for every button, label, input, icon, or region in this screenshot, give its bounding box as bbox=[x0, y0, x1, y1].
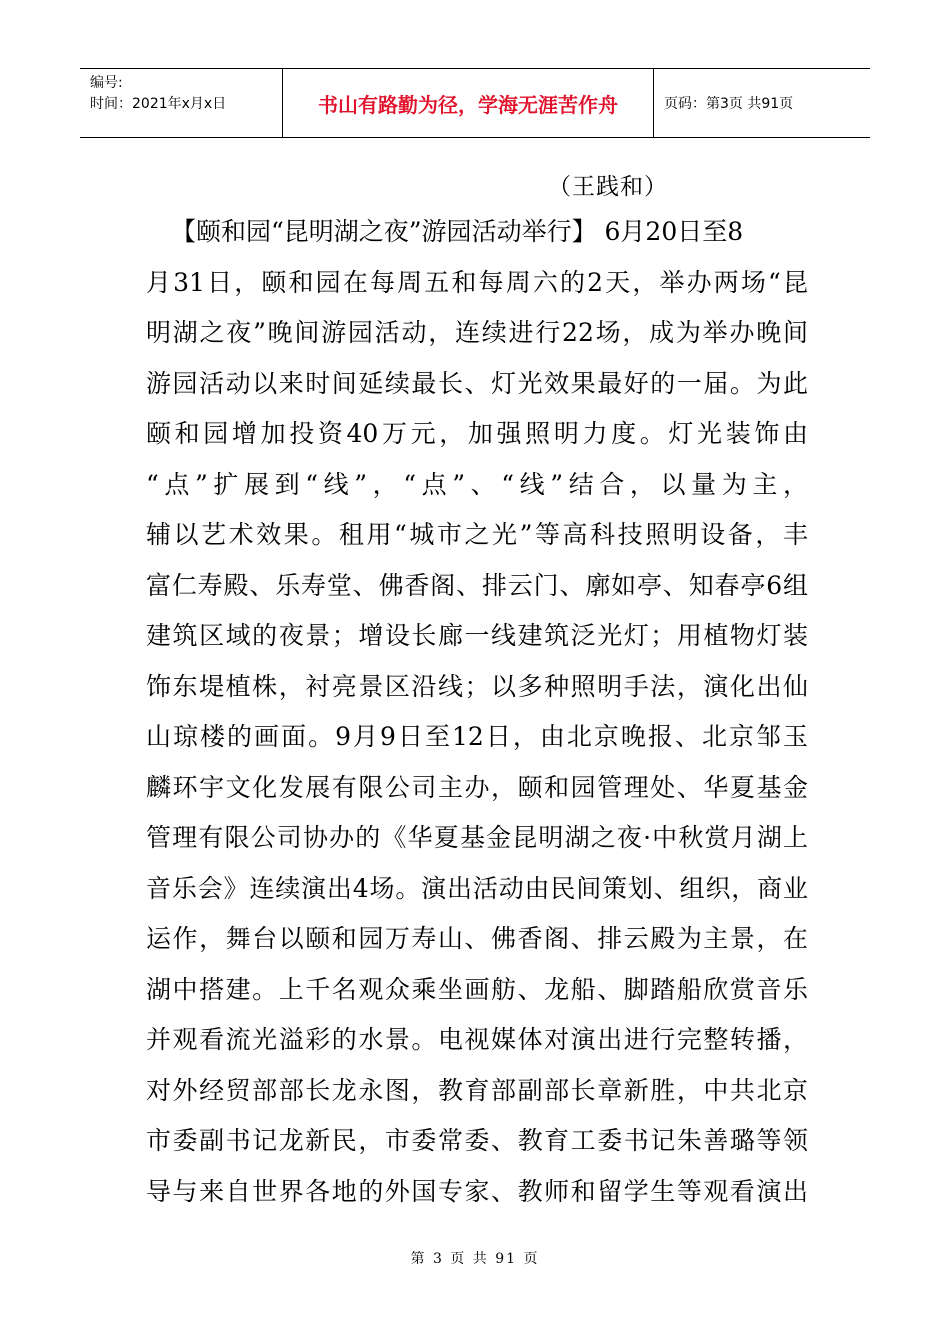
text-line: 明湖之夜”晚间游园活动，连续进行22场，成为举办晚间 bbox=[146, 318, 808, 347]
text-line: 饰东堤植株，衬亮景区沿线；以多种照明手法，演化出仙 bbox=[146, 671, 808, 701]
text-line: 月31日，颐和园在每周五和每周六的2天，举办两场“昆 bbox=[146, 267, 808, 297]
text-line: 市委副书记龙新民，市委常委、教育工委书记朱善璐等领 bbox=[146, 1126, 808, 1155]
text-line: 运作，舞台以颐和园万寿山、佛香阁、排云殿为主景，在 bbox=[146, 924, 808, 953]
text-line: 麟环宇文化发展有限公司主办，颐和园管理处、华夏基金 bbox=[146, 772, 808, 802]
text-line: 湖中搭建。上千名观众乘坐画舫、龙船、脚踏船欣赏音乐 bbox=[146, 974, 808, 1004]
text-line: “点”扩展到“线”，“点”、“线”结合，以量为主， bbox=[146, 469, 808, 499]
header-motto-cell bbox=[283, 69, 654, 137]
text-line: 建筑区域的夜景；增设长廊一线建筑泛光灯；用植物灯装 bbox=[146, 621, 808, 650]
header-meta-cell bbox=[80, 69, 283, 137]
text-line: 导与来自世界各地的外国专家、教师和留学生等观看演出 bbox=[146, 1176, 808, 1206]
header-page-cell bbox=[654, 69, 870, 137]
header-table bbox=[80, 68, 870, 138]
motto-text: 书山有路勤为径，学海无涯苦作舟 bbox=[318, 92, 618, 117]
number-label: 编号: bbox=[90, 75, 123, 91]
text-line: 富仁寿殿、乐寿堂、佛香阁、排云门、廓如亭、知春亭6组 bbox=[146, 570, 808, 600]
time-label: 时间：2021年x月x日 bbox=[90, 96, 227, 112]
text-line: 游园活动以来时间延续最长、灯光效果最好的一届。为此 bbox=[146, 368, 808, 398]
page-info: 页码：第3页 共91页 bbox=[664, 96, 794, 112]
text-line: 颐和园增加投资40万元，加强照明力度。灯光装饰由 bbox=[146, 419, 808, 448]
author-line: （王践和） bbox=[548, 174, 668, 200]
text-line: 管理有限公司协办的《华夏基金昆明湖之夜·中秋赏月湖上 bbox=[146, 823, 808, 852]
text-line: 对外经贸部部长龙永图，教育部副部长章新胜，中共北京 bbox=[146, 1075, 808, 1105]
text-line: 山琼楼的画面。9月9日至12日，由北京晚报、北京邹玉 bbox=[146, 722, 808, 751]
text-line: 辅以艺术效果。租用“城市之光”等高科技照明设备，丰 bbox=[146, 520, 808, 549]
body-paragraph bbox=[146, 207, 808, 1217]
page-footer: 第 3 页 共 91 页 bbox=[410, 1251, 540, 1267]
text-line: 并观看流光溢彩的水景。电视媒体对演出进行完整转播， bbox=[146, 1025, 808, 1054]
text-line: 【颐和园“昆明湖之夜”游园活动举行】 6月20日至8 bbox=[171, 217, 744, 246]
text-line: 音乐会》连续演出4场。演出活动由民间策划、组织，商业 bbox=[146, 873, 808, 903]
